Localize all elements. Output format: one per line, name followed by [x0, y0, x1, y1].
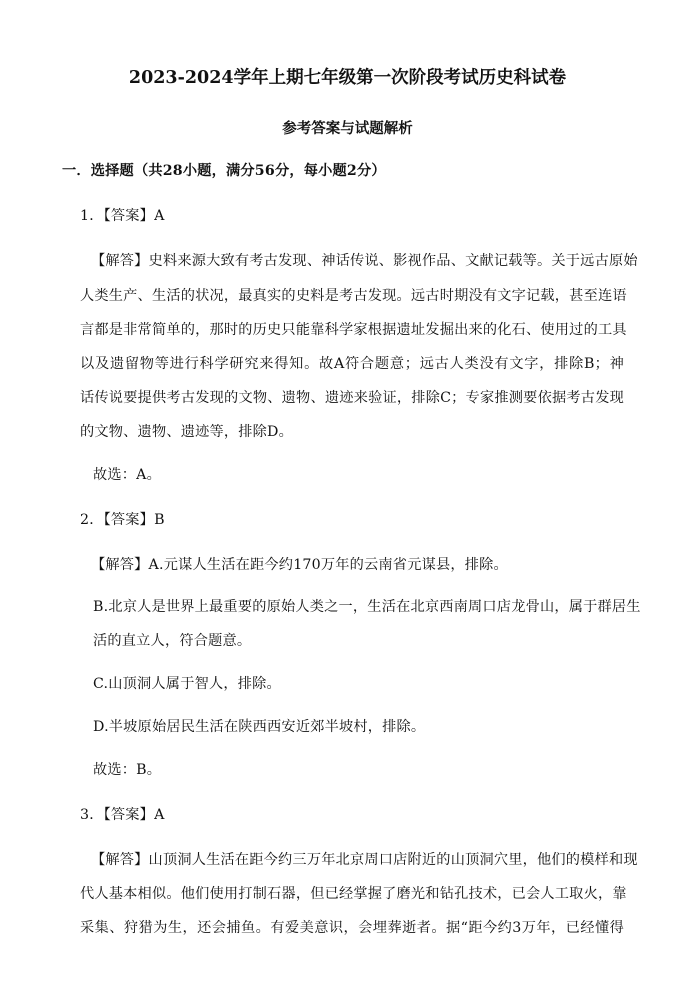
section-heading: 一．选择题（共28小题，满分56分，每小题2分）: [62, 163, 386, 179]
q1-analysis-line: 【解答】史料来源大致有考古发现、神话传说、影视作品、文献记载等。关于远古原始: [91, 253, 638, 269]
q2-choice: 故选：B。: [93, 762, 162, 778]
q2-analysis-line: 【解答】A.元谋人生活在距今约170万年的云南省元谋县，排除。: [91, 557, 508, 573]
q2-analysis-line: C.山顶洞人属于智人，排除。: [93, 676, 281, 692]
q2-analysis-line: B.北京人是世界上最重要的原始人类之一，生活在北京西南周口店龙骨山，属于群居生: [93, 599, 641, 615]
page-title: 2023-2024学年上期七年级第一次阶段考试历史科试卷: [128, 68, 567, 88]
q1-analysis-line: 以及遗留物等进行科学研究来得知。故A符合题意；远古人类没有文字，排除B；神: [80, 356, 624, 372]
q1-analysis-line: 言都是非常简单的，那时的历史只能靠科学家根据遗址发掘出来的化石、使用过的工具: [80, 322, 627, 338]
q3-analysis-line: 【解答】山顶洞人生活在距今约三万年北京周口店附近的山顶洞穴里，他们的模样和现: [91, 852, 638, 868]
page-subtitle: 参考答案与试题解析: [282, 120, 413, 137]
q3-answer: 3．【答案】A: [80, 807, 165, 823]
q3-analysis-line: 代人基本相似。他们使用打制石器，但已经掌握了磨光和钻孔技术，已会人工取火，靠: [80, 886, 627, 902]
q2-analysis-line: 活的直立人，符合题意。: [93, 633, 252, 649]
q1-answer: 1．【答案】A: [80, 208, 165, 224]
q1-analysis-line: 话传说要提供考古发现的文物、遗物、遗迹来验证，排除C；专家推测要依据考古发现: [80, 390, 624, 406]
q2-answer: 2．【答案】B: [80, 512, 165, 528]
q1-choice: 故选：A。: [93, 467, 161, 483]
q1-analysis-line: 的文物、遗物、遗迹等，排除D。: [80, 424, 294, 440]
q3-analysis-line: 采集、狩猎为生，还会捕鱼。有爱美意识，会埋葬逝者。据“距今约3万年，已经懂得: [80, 920, 624, 936]
q2-analysis-line: D.半坡原始居民生活在陕西西安近郊半坡村，排除。: [93, 719, 426, 735]
q1-analysis-line: 人类生产、生活的状况，最真实的史料是考古发现。远古时期没有文字记载，甚至连语: [80, 288, 627, 304]
